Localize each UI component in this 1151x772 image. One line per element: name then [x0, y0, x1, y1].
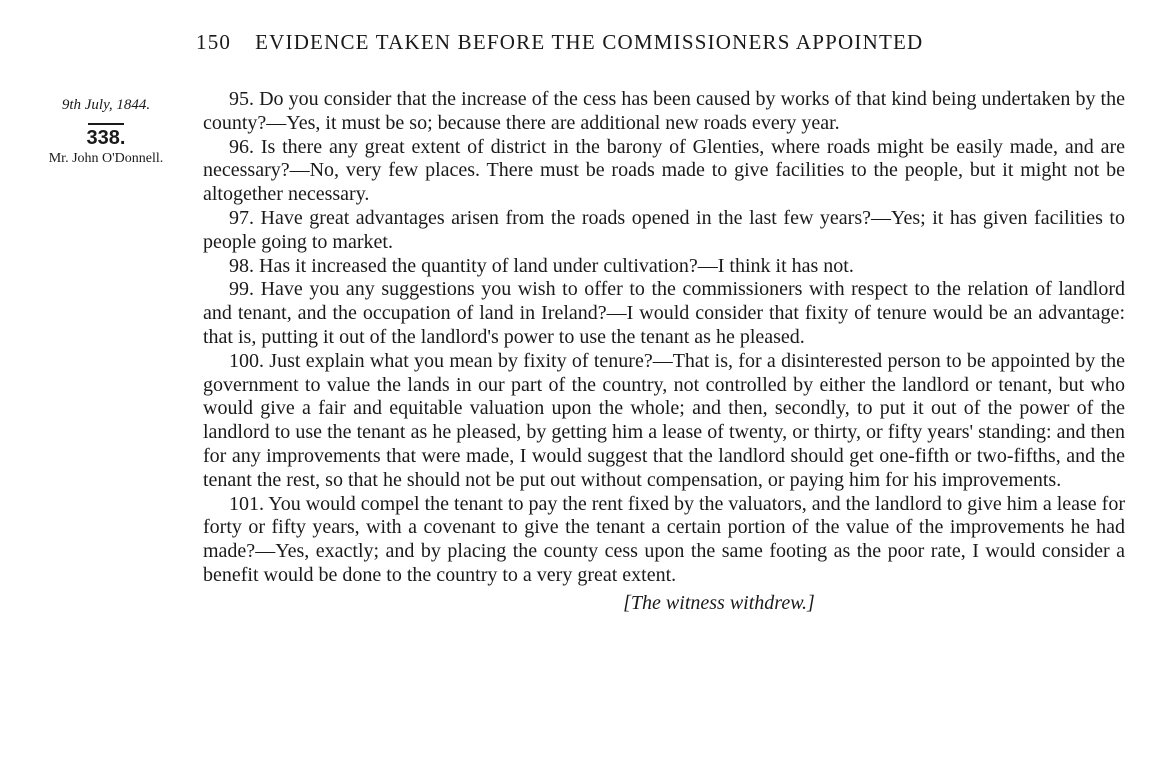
page-header [196, 30, 1096, 55]
question-99: 99. Have you any suggestions you wish to offer to the commissioners with respect to the relation of landlord and tenant, and the occupation of land in Ireland?—I would consider that fixity of tenure would be an advantage: that is, putting it out of the landlord's power to use the tenant as he pleased. [203, 278, 1125, 348]
question-100: 100. Just explain what you mean by fixity of tenure?—That is, for a disinterested person to be appointed by the government to value the lands in our part of the country, not controlled by either the landlord or tenant, but who would give a fair and equitable valuation upon the whole; and then, secondly, to put it out of the power of the landlord to use the tenant as he pleased, by getting him a lease of twenty, or thirty, or fifty years' standing: and then for any improvements that were made, I would suggest that the landlord should get one-fifth or two-fifths, and the tenant the rest, so that he should not be put out without compensation, or paying him for his improvements. [203, 349, 1125, 491]
question-101: 101. You would compel the tenant to pay the rent fixed by the valuators, and the landlord to give him a lease for forty or fifty years, with a covenant to give the tenant a certain portion of the value of the improvements he had made?—Yes, exactly; and by placing the county cess upon the same footing as the poor rate, I would consider a benefit would be done to the country to a very great extent. [203, 492, 1125, 586]
question-97: 97. Have great advantages arisen from the roads opened in the last few years?—Yes; it has given facilities to people going to market. [203, 206, 1125, 253]
hearing-date: 9th July, 1844. [61, 97, 151, 113]
witness-name: Mr. John O'Donnell. [48, 151, 164, 166]
question-95: 95. Do you consider that the increase of the cess has been caused by works of that kind being undertaken by the county?—Yes, it must be so; because there are additional new roads every year. [203, 88, 1125, 134]
margin-note [12, 96, 200, 168]
testimony-body [203, 88, 1125, 616]
closing-note: [The witness withdrew.] [623, 591, 815, 614]
question-98: 98. Has it increased the quantity of land under cultivation?—I think it has not. [229, 254, 854, 277]
running-title: EVIDENCE TAKEN BEFORE THE COMMISSIONERS APPOINTED [255, 30, 924, 54]
margin-rule [88, 123, 124, 125]
witness-number: 338. [86, 127, 126, 149]
question-96: 96. Is there any great extent of district in the barony of Glenties, where roads might be easily made, and are necessary?—No, very few places. There must be roads made to give facilities to the people, but it might not be altogether necessary. [203, 135, 1125, 206]
page-number: 150 [196, 30, 232, 54]
